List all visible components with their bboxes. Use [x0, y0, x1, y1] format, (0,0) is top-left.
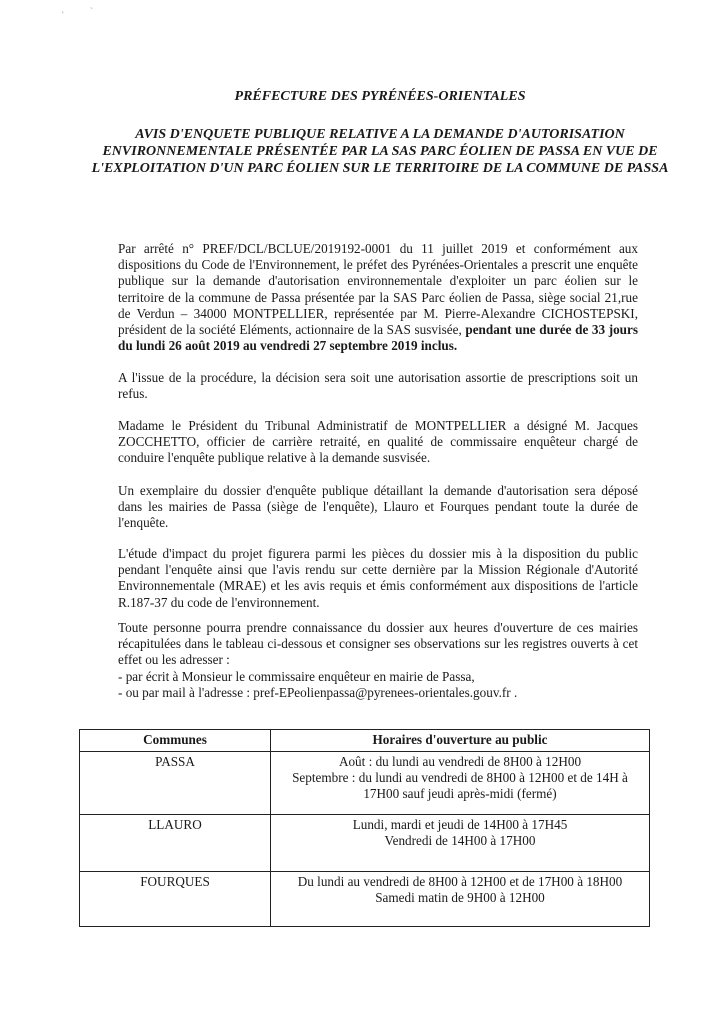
hours-line: Samedi matin de 9H00 à 12H00	[375, 890, 545, 905]
hours-cell	[271, 872, 650, 927]
table-row	[80, 872, 650, 927]
consultation-by-letter: - par écrit à Monsieur le commissaire enquêteur en mairie de Passa,	[118, 668, 475, 684]
decree-text: Par arrêté n° PREF/DCL/BCLUE/2019192-0001 du 11 juillet 2019 et conformément aux dispositions du Code de l'Environnement, le préfet des Pyrénées-Orientales a prescrit une enquête publique sur la demande d'autorisation environnementale d'exploiter un parc éolien sur le territoire de la commune de Passa présentée par la SAS Parc éolien de Passa, siège social 21,rue de Verdun – 34000 MONTPELLIER, représentée par M. Pierre-Alexandre CICHOSTEPSKI, président de la société Eléments, actionnaire de la SAS susvisée,	[118, 241, 638, 338]
table-row	[80, 815, 650, 872]
scan-mark: '	[62, 10, 64, 20]
hours-line: Vendredi de 14H00 à 17H00	[384, 833, 536, 848]
paragraph-consultation	[118, 620, 638, 701]
paragraph-dossier: Un exemplaire du dossier d'enquête publique détaillant la demande d'autorisation sera déposé dans les mairies de Passa (siège de l'enquête), Llauro et Fourques pendant toute la durée de l'enquête.	[118, 483, 638, 531]
consultation-by-email: - ou par mail à l'adresse : pref-EPeolienpassa@pyrenees-orientales.gouv.fr .	[118, 684, 518, 700]
commune-cell: LLAURO	[80, 815, 271, 872]
paragraph-commissioner: Madame le Président du Tribunal Administratif de MONTPELLIER a désigné M. Jacques ZOCCHETTO, officier de carrière retraité, en qualité de commissaire enquêteur chargé de conduire l'enquête publique relative à la demande susvisée.	[118, 418, 638, 466]
table-header-row	[80, 730, 650, 752]
hours-line: Lundi, mardi et jeudi de 14H00 à 17H45	[352, 817, 568, 832]
hours-cell	[271, 752, 650, 815]
table-row	[80, 752, 650, 815]
column-header-hours: Horaires d'ouverture au public	[271, 730, 650, 752]
hours-line: Du lundi au vendredi de 8H00 à 12H00 et de 17H00 à 18H00	[297, 874, 623, 889]
opening-hours-table	[79, 729, 650, 927]
paragraph-decision: A l'issue de la procédure, la décision sera soit une autorisation assortie de prescriptions soit un refus.	[118, 370, 638, 402]
scan-mark: `	[90, 6, 93, 16]
commune-cell: FOURQUES	[80, 872, 271, 927]
decree-duration: pendant une durée de 33 jours du lundi 26 août 2019 au vendredi 27 septembre 2019 inclus.	[118, 322, 639, 354]
paragraph-decree	[118, 241, 638, 354]
prefecture-heading: PRÉFECTURE DES PYRÉNÉES-ORIENTALES	[234, 89, 526, 104]
hours-line: Août : du lundi au vendredi de 8H00 à 12H00	[338, 754, 582, 769]
column-header-communes: Communes	[80, 730, 271, 752]
hours-cell	[271, 815, 650, 872]
consultation-text: Toute personne pourra prendre connaissance du dossier aux heures d'ouverture de ces mairies récapitulées dans le tableau ci-dessous et consigner ses observations sur les registres ouverts à cet effet ou les adresser :	[118, 620, 638, 668]
commune-cell: PASSA	[80, 752, 271, 815]
notice-title: AVIS D'ENQUETE PUBLIQUE RELATIVE A LA DEMANDE D'AUTORISATION ENVIRONNEMENTALE PRÉSENTÉE PAR LA SAS PARC ÉOLIEN DE PASSA EN VUE DE L'EXPLOITATION D'UN PARC ÉOLIEN SUR LE TERRITOIRE DE LA COMMUNE DE PASSA	[91, 127, 669, 176]
hours-line: Septembre : du lundi au vendredi de 8H00 à 12H00 et de 14H à 17H00 sauf jeudi après-midi (fermé)	[292, 770, 628, 801]
paragraph-impact-study: L'étude d'impact du projet figurera parmi les pièces du dossier mis à la disposition du public pendant l'enquête ainsi que l'avis rendu sur cette dernière par la Mission Régionale d'Autorité Environnementale (MRAE) et les avis requis et émis conformément aux dispositions de l'article R.187-37 du code de l'environnement.	[118, 546, 638, 610]
